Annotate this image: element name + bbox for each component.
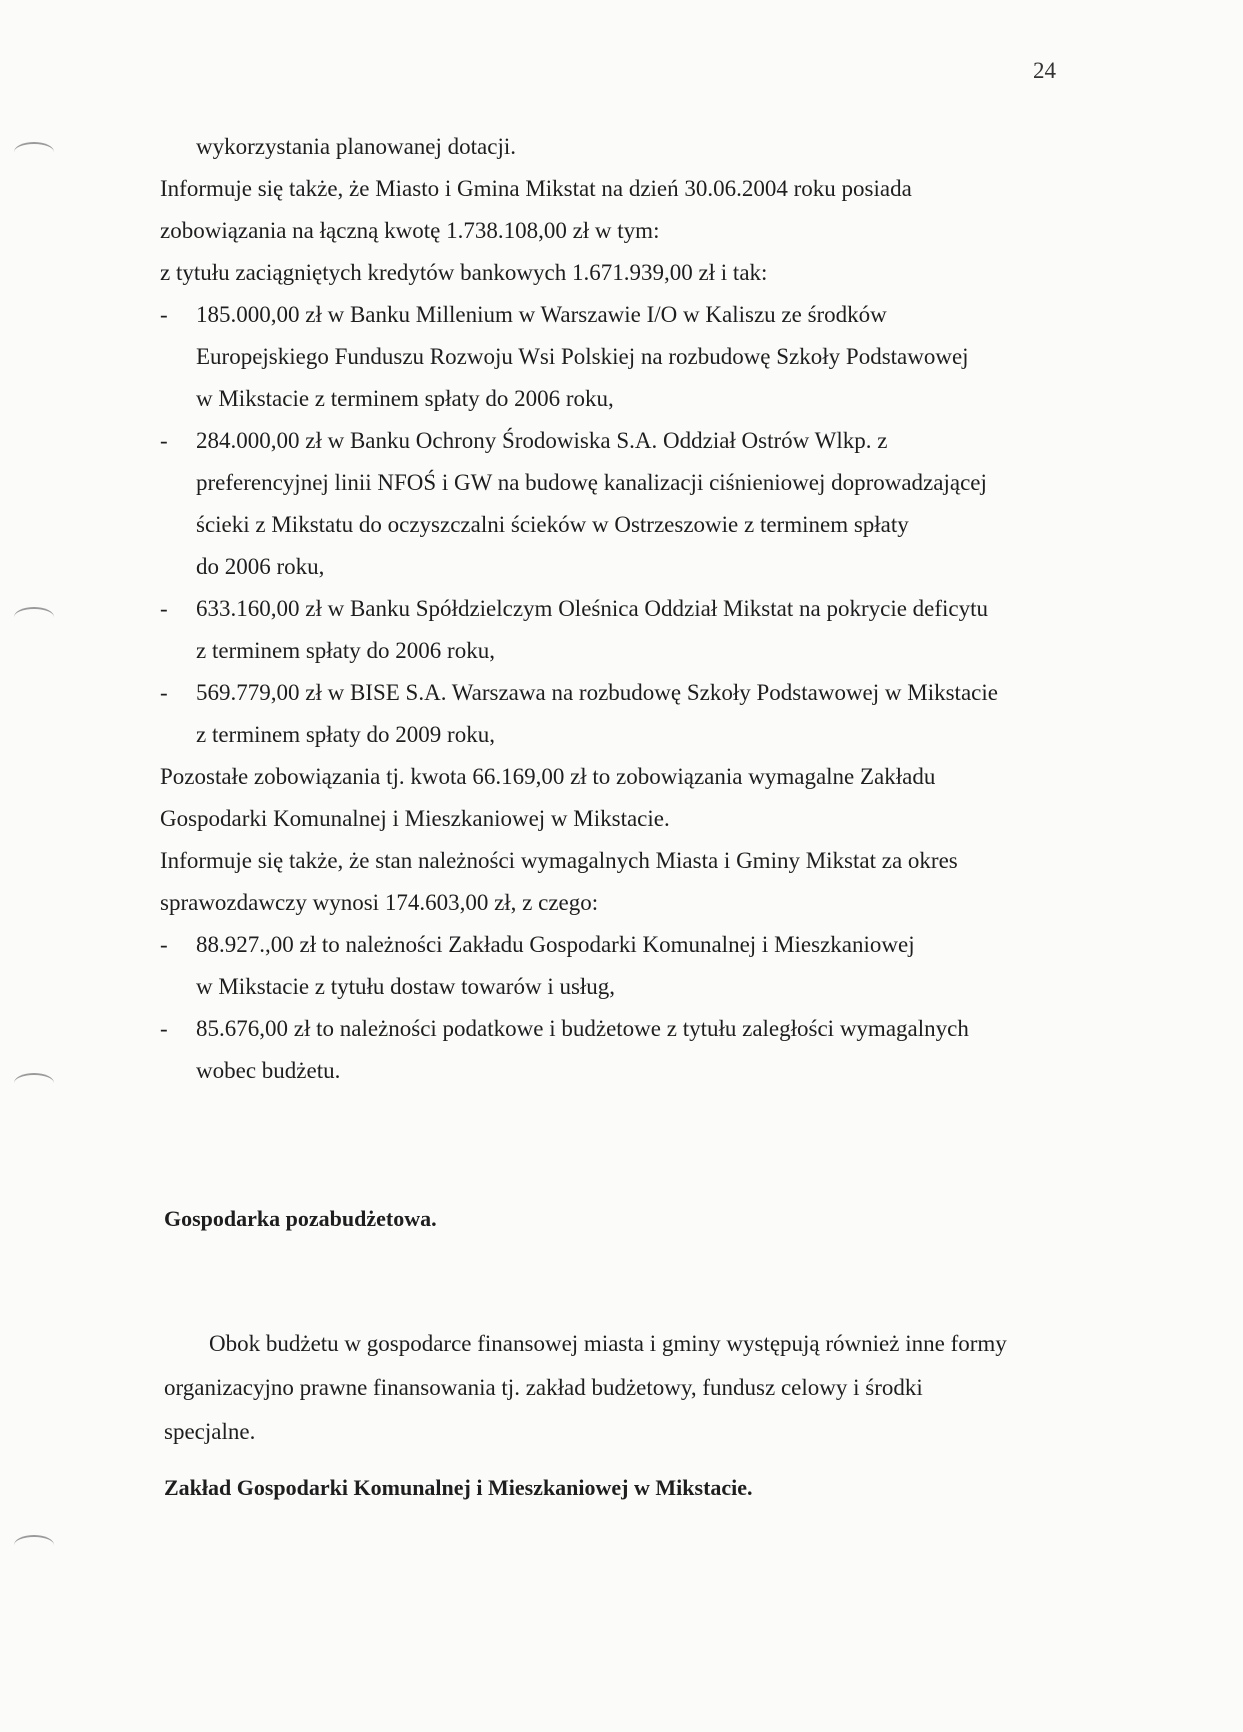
text-line: 633.160,00 zł w Banku Spółdzielczym Oleśnica Oddział Mikstat na pokrycie deficytu [196,596,989,621]
paragraph [164,1322,1084,1454]
text-line: 88.927.,00 zł to należności Zakładu Gospodarki Komunalnej i Mieszkaniowej [196,932,915,957]
section-heading: Gospodarka pozabudżetowa. [164,1206,437,1231]
credit-item [160,294,1090,420]
text-line: z tytułu zaciągniętych kredytów bankowych 1.671.939,00 zł i tak: [160,260,768,285]
text-line: organizacyjno prawne finansowania tj. zakład budżetowy, fundusz celowy i środki [164,1375,923,1400]
credit-item [160,672,1090,756]
text-line: 569.779,00 zł w BISE S.A. Warszawa na rozbudowę Szkoły Podstawowej w Mikstacie [196,680,998,705]
text-line: specjalne. [164,1419,256,1444]
text-line: Pozostałe zobowiązania tj. kwota 66.169,00 zł to zobowiązania wymagalne Zakładu [160,764,936,789]
credit-item [160,420,1090,588]
text-line: w Mikstacie z tytułu dostaw towarów i usług, [196,974,616,999]
text-line: Gospodarki Komunalnej i Mieszkaniowej w Mikstacie. [160,806,670,831]
punch-hole-mark [14,142,54,162]
text-line: Europejskiego Funduszu Rozwoju Wsi Polskiej na rozbudowę Szkoły Podstawowej [196,344,969,369]
punch-hole-mark [14,607,54,627]
text-line: zobowiązania na łączną kwotę 1.738.108,00 zł w tym: [160,218,660,243]
text-line: 185.000,00 zł w Banku Millenium w Warszawie I/O w Kaliszu ze środków [196,302,887,327]
text-line: sprawozdawczy wynosi 174.603,00 zł, z czego: [160,890,599,915]
text-line: z terminem spłaty do 2006 roku, [196,638,495,663]
text-line: wobec budżetu. [196,1058,341,1083]
text-line: Informuje się także, że Miasto i Gmina Mikstat na dzień 30.06.2004 roku posiada [160,176,912,201]
receivable-item [160,1008,1090,1092]
receivable-item [160,924,1090,1008]
text-line: z terminem spłaty do 2009 roku, [196,722,495,747]
credit-item [160,588,1090,672]
text-line: 85.676,00 zł to należności podatkowe i budżetowe z tytułu zaległości wymagalnych [196,1016,969,1041]
text-line: ścieki z Mikstatu do oczyszczalni ścieków w Ostrzeszowie z terminem spłaty [196,512,909,537]
text-line: do 2006 roku, [196,554,325,579]
text-line: Obok budżetu w gospodarce finansowej miasta i gminy występują również inne formy [209,1331,1007,1356]
list-dash: - [160,302,168,327]
text-line: preferencyjnej linii NFOŚ i GW na budowę kanalizacji ciśnieniowej doprowadzającej [196,470,987,495]
text-line: wykorzystania planowanej dotacji. [196,134,516,159]
punch-hole-mark [14,1073,54,1093]
section-heading: Zakład Gospodarki Komunalnej i Mieszkaniowej w Mikstacie. [164,1475,753,1500]
list-dash: - [160,1016,168,1041]
list-dash: - [160,680,168,705]
text-line: w Mikstacie z terminem spłaty do 2006 roku, [196,386,614,411]
list-dash: - [160,428,168,453]
text-line: 284.000,00 zł w Banku Ochrony Środowiska S.A. Oddział Ostrów Wlkp. z [196,428,888,453]
text-line: Informuje się także, że stan należności wymagalnych Miasta i Gminy Mikstat za okres [160,848,958,873]
liabilities-section [160,126,1090,1092]
punch-hole-mark [14,1535,54,1555]
list-dash: - [160,932,168,957]
list-dash: - [160,596,168,621]
page-number: 24 [1033,58,1056,83]
